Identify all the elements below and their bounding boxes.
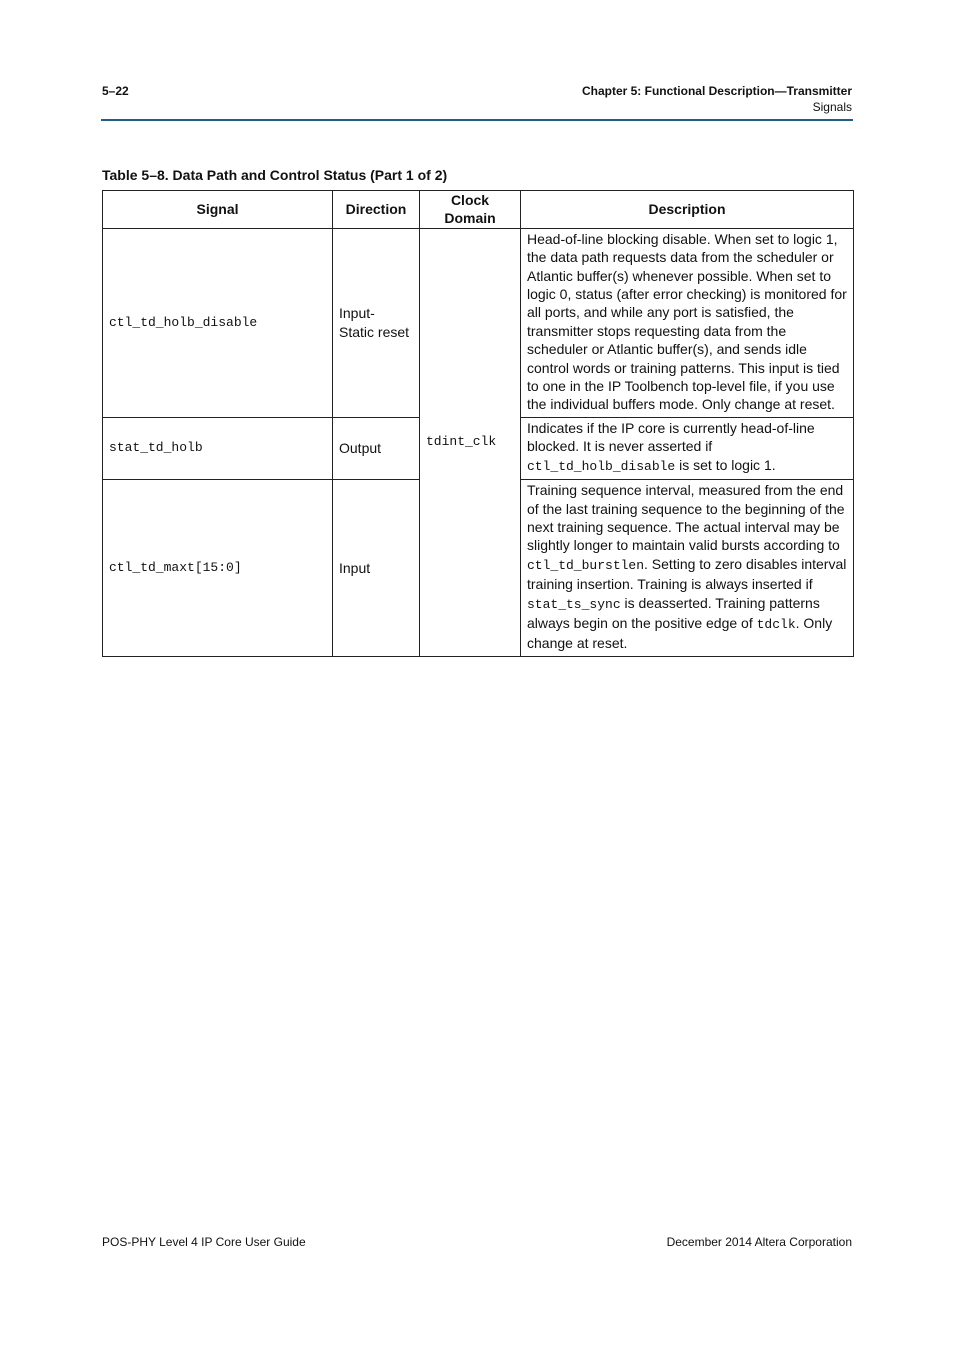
description-text: Indicates if the IP core is currently head-of-line blocked. It is never asserted if xyxy=(527,419,815,455)
table-caption: Table 5–8. Data Path and Control Status (Part 1 of 2) xyxy=(102,167,448,183)
column-header-direction: Direction xyxy=(333,191,420,229)
description-code: ctl_td_holb_disable xyxy=(527,458,676,474)
description-code: ctl_td_burstlen xyxy=(527,557,645,573)
signal-description xyxy=(521,480,854,657)
signal-direction: Output xyxy=(333,417,420,479)
section-title: Signals xyxy=(812,100,852,114)
signal-name: ctl_td_maxt[15:0] xyxy=(103,480,333,657)
description-text: is deasserted. Training patterns always begin on the positive edge of xyxy=(527,594,820,631)
table-header-row xyxy=(103,191,854,229)
header-divider xyxy=(101,119,853,121)
signals-table xyxy=(102,190,854,657)
footer-date-company: December 2014 Altera Corporation xyxy=(666,1235,852,1249)
column-header-signal: Signal xyxy=(103,191,333,229)
signal-description xyxy=(521,228,854,417)
description-text: . Only change at reset. xyxy=(527,614,833,652)
signal-direction: Input xyxy=(333,480,420,657)
signal-name: ctl_td_holb_disable xyxy=(103,228,333,417)
page-number: 5–22 xyxy=(102,84,129,98)
description-text: Head-of-line blocking disable. When set to logic 1, the data path requests data from the scheduler or Atlantic buffer(s) whenever possible. When set to logic 0, status (after error checking) is monitored for all ports, and while any port is satisfied, the transmitter stops requesting data from the scheduler or Atlantic buffer(s), and sends idle control words or training patterns. This input is tied to one in the IP Toolbench top-level file, if you use the individual buffers mode. Only change at reset. xyxy=(527,230,847,413)
signal-name: stat_td_holb xyxy=(103,417,333,479)
chapter-title: Chapter 5: Functional Description—Transmitter xyxy=(581,84,852,98)
signal-direction: Input- Static reset xyxy=(333,228,420,417)
clock-domain: tdint_clk xyxy=(420,228,521,656)
footer-guide-title: POS-PHY Level 4 IP Core User Guide xyxy=(102,1235,306,1249)
description-text: . Setting to zero disables interval training insertion. Training is always inserted if xyxy=(527,555,847,593)
description-text: is set to logic 1. xyxy=(675,456,776,473)
column-header-description: Description xyxy=(521,191,854,229)
description-code: tdclk xyxy=(756,616,796,632)
signal-description xyxy=(521,417,854,479)
table-row xyxy=(103,228,854,417)
description-code: stat_ts_sync xyxy=(527,596,621,612)
column-header-clock-domain: Clock Domain xyxy=(420,191,521,229)
description-text: Training sequence interval, measured from the end of the last training sequence to the beginning of the next training sequence. The actual interval may be slightly longer to maintain valid bursts according to xyxy=(527,482,845,554)
